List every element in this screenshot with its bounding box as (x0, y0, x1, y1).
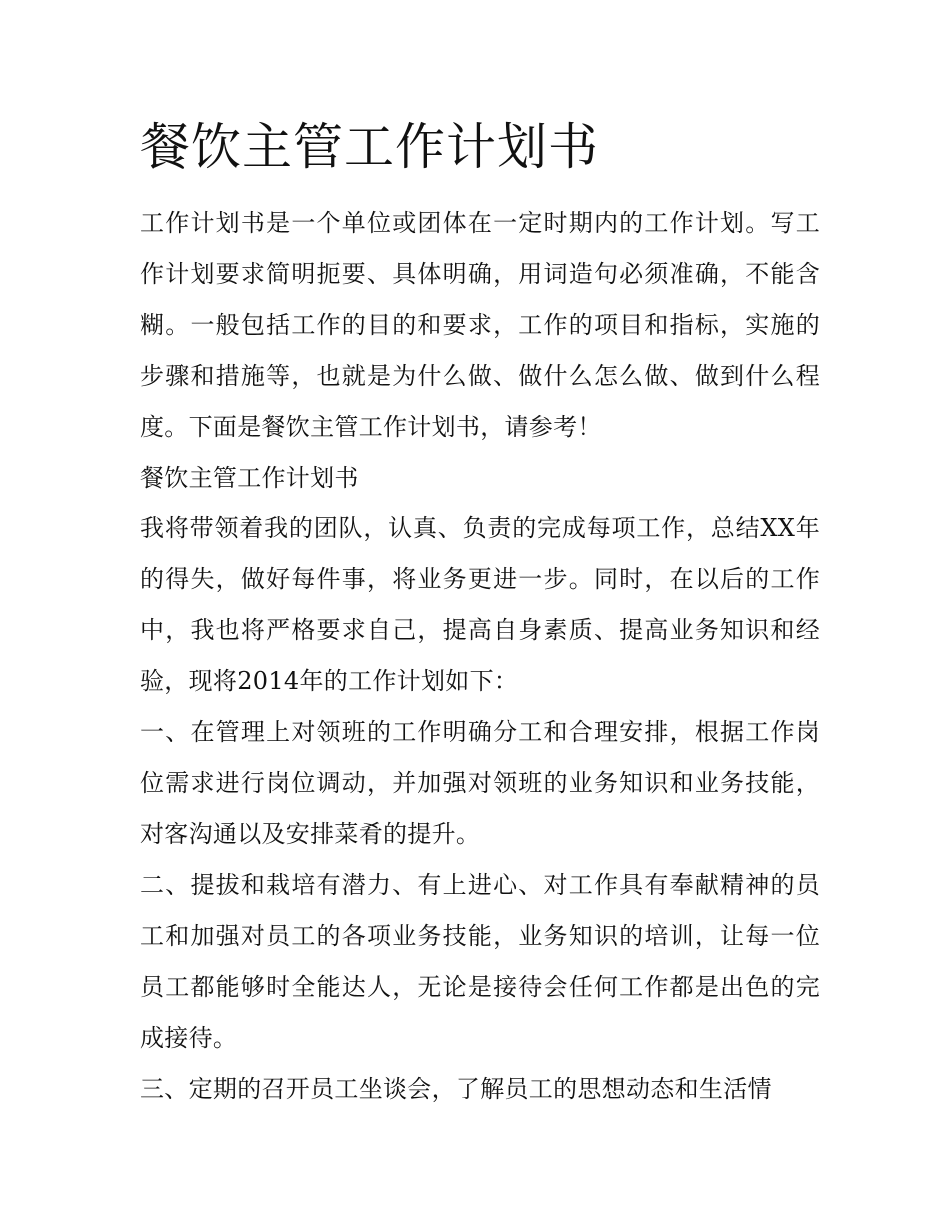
document-title: 餐饮主管工作计划书 (140, 118, 599, 176)
plan-item-2: 二、提拔和栽培有潜力、有上进心、对工作具有奉献精神的员工和加强对员工的各项业务技能，业务知识的培训，让每一位员工都能够时全能达人，无论是接待会任何工作都是出色的完成接待。 (140, 871, 820, 1052)
document-body (140, 198, 820, 1115)
opening-paragraph: 我将带领着我的团队，认真、负责的完成每项工作，总结XX年的得失，做好每件事，将业务更进一步。同时，在以后的工作中，我也将严格要求自己，提高自身素质、提高业务知识和经验，现将2014年的工作计划如下： (140, 514, 820, 695)
plan-item-1: 一、在管理上对领班的工作明确分工和合理安排，根据工作岗位需求进行岗位调动，并加强对领班的业务知识和业务技能，对客沟通以及安排菜肴的提升。 (140, 718, 820, 848)
section-heading: 餐饮主管工作计划书 (140, 464, 359, 492)
intro-paragraph: 工作计划书是一个单位或团体在一定时期内的工作计划。写工作计划要求简明扼要、具体明确，用词造句必须准确，不能含糊。一般包括工作的目的和要求，工作的项目和指标，实施的步骤和措施等，也就是为什么做、做什么怎么做、做到什么程度。下面是餐饮主管工作计划书，请参考！ (140, 209, 820, 441)
plan-item-3: 三、定期的召开员工坐谈会，了解员工的思想动态和生活情 (140, 1075, 772, 1103)
